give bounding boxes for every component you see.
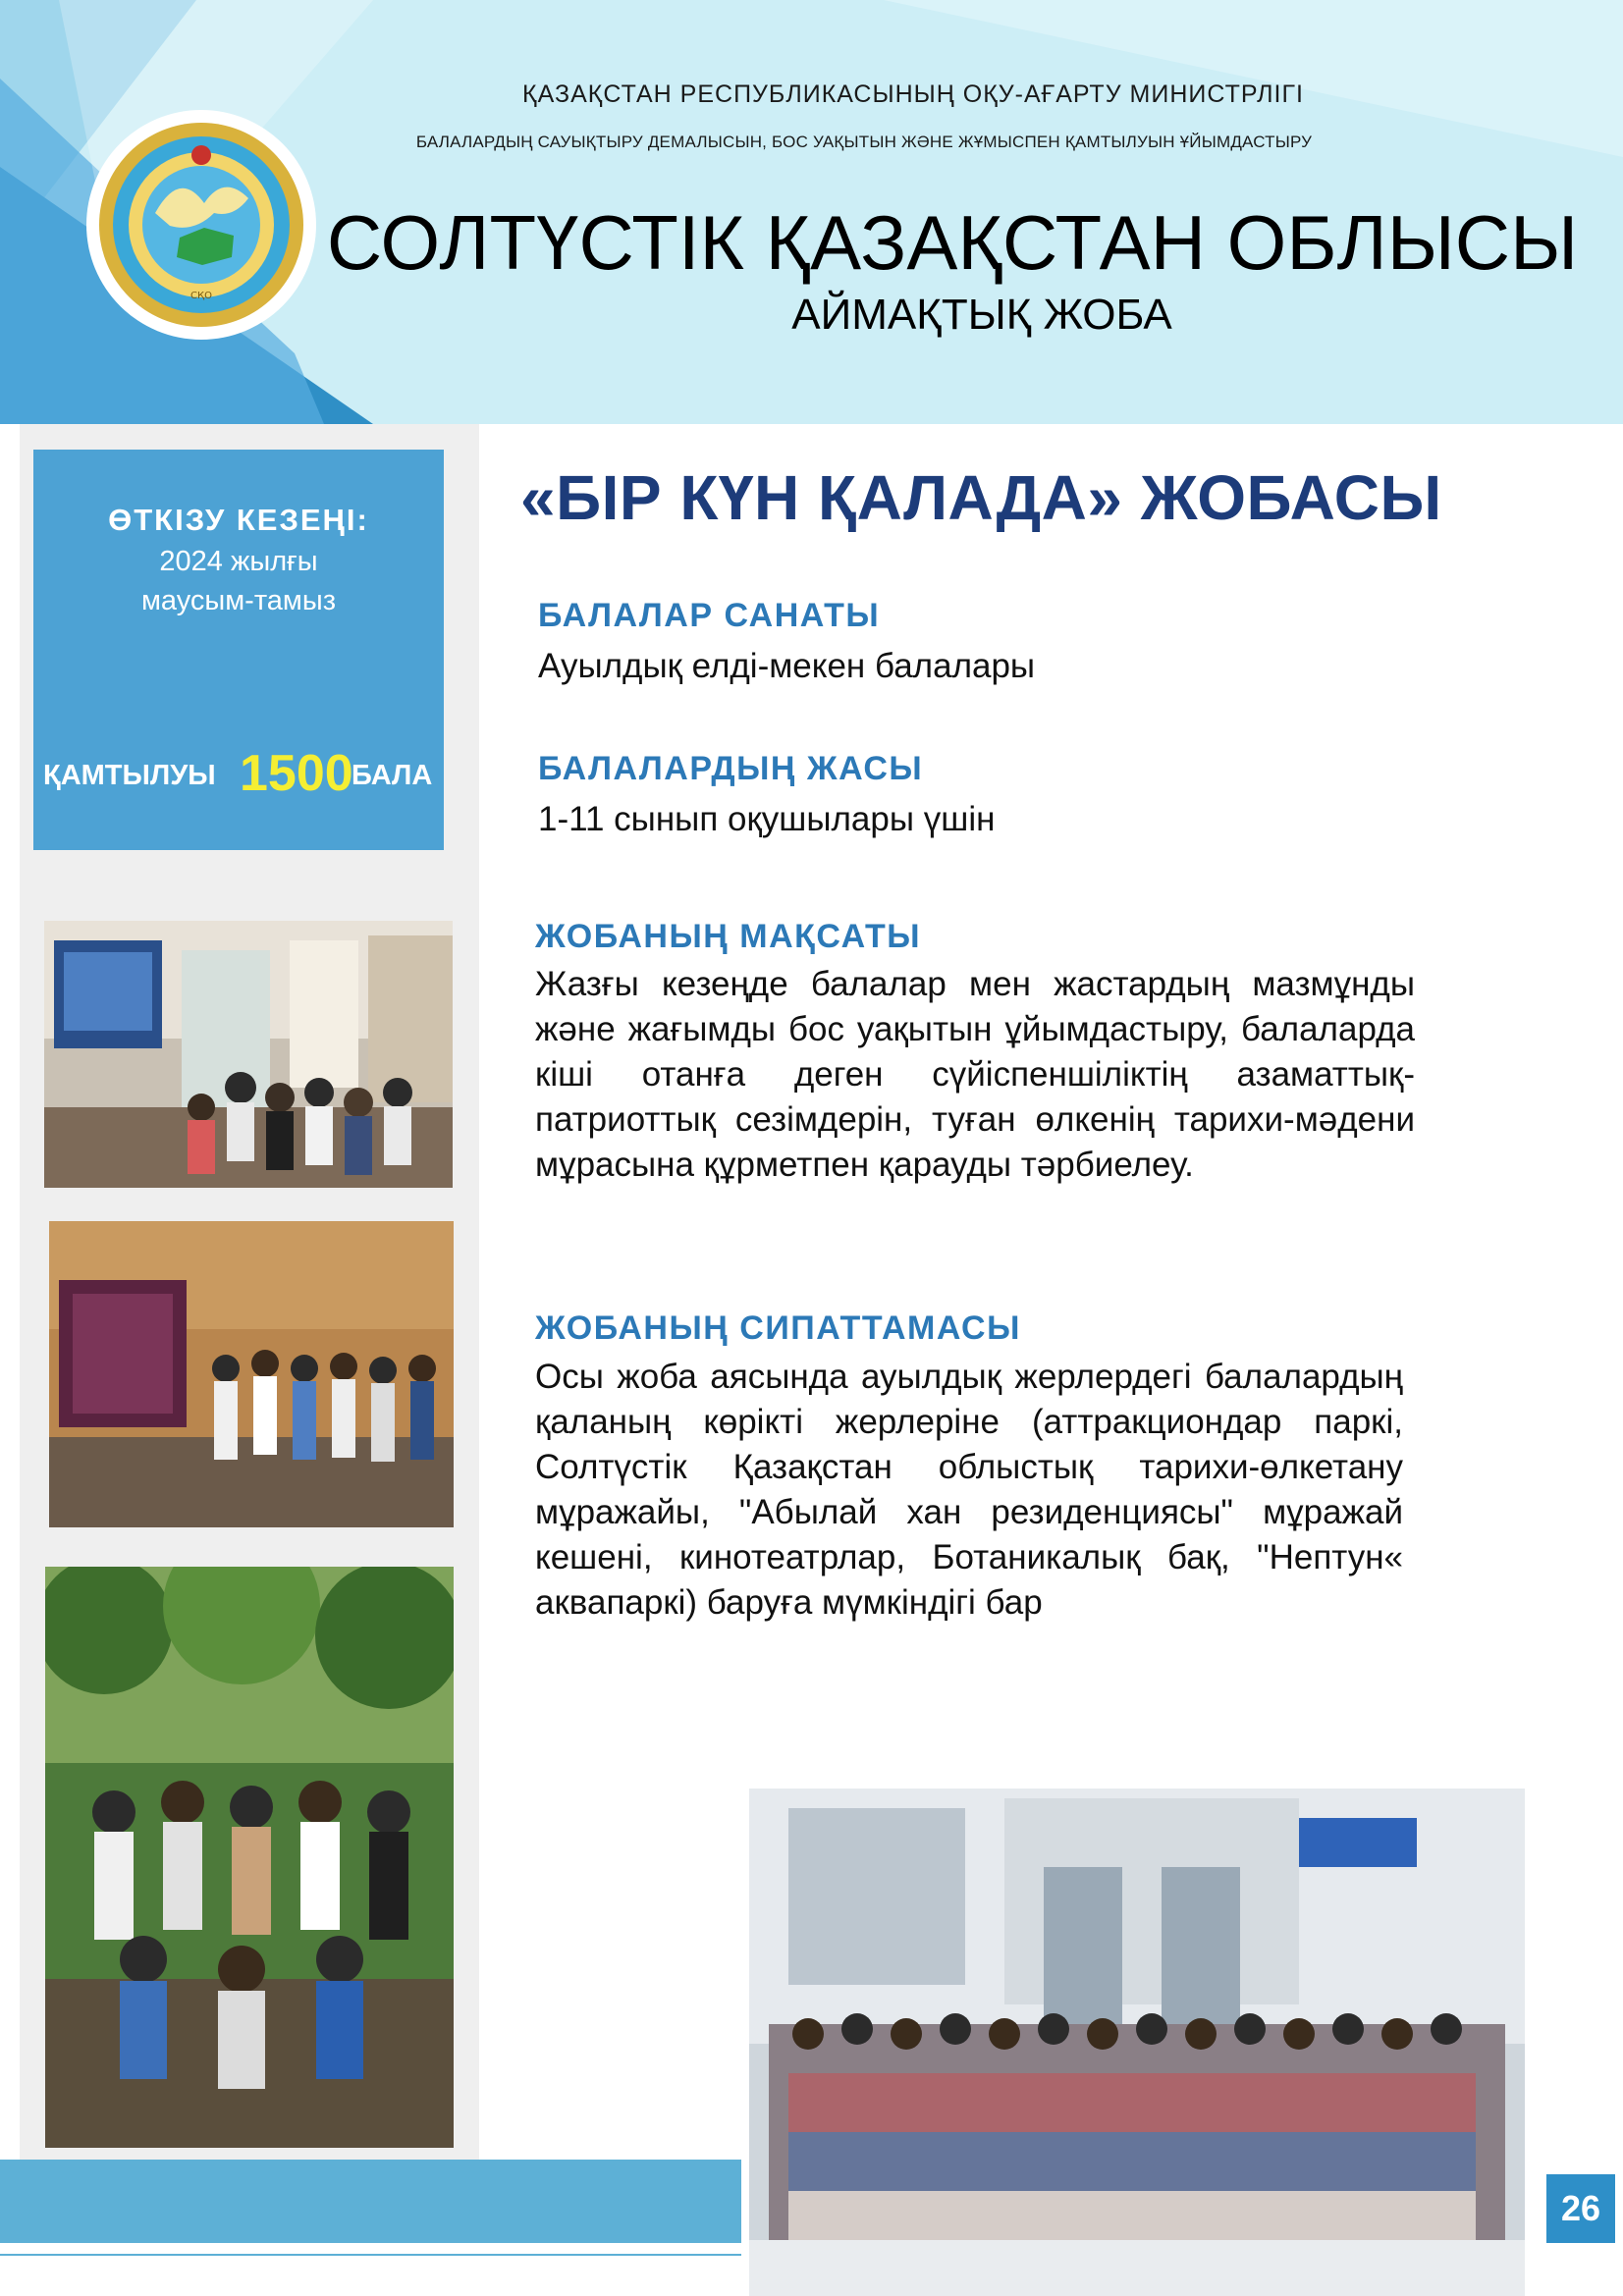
- region-title: СОЛТҮСТІК ҚАЗАҚСТАН ОБЛЫСЫ: [326, 199, 1579, 286]
- period-months: маусым-тамыз: [140, 585, 336, 616]
- section-text-category: Ауылдық елді-мекен балалары: [538, 647, 1036, 685]
- coverage-label: ҚАМТЫЛУЫ: [43, 760, 216, 791]
- ministry-name: ҚАЗАҚСТАН РЕСПУБЛИКАСЫНЫҢ ОҚУ-АҒАРТУ МИНИСТРЛІГІ: [522, 80, 1304, 108]
- period-label: ӨТКІЗУ КЕЗЕҢІ:: [108, 503, 369, 537]
- svg-text:СҚО: СҚО: [190, 291, 212, 301]
- coverage-value: 1500: [240, 745, 353, 802]
- photo-yurt-interior: [49, 1221, 454, 1527]
- period-value: [33, 542, 444, 620]
- section-heading-category: БАЛАЛАР САНАТЫ: [538, 597, 881, 634]
- period-year: 2024 жылғы: [159, 546, 318, 577]
- department-name: БАЛАЛАРДЫҢ САУЫҚТЫРУ ДЕМАЛЫСЫН, БОС УАҚЫТЫН ЖӘНЕ ЖҰМЫСПЕН ҚАМТЫЛУЫН ҰЙЫМДАСТЫРУ: [415, 133, 1313, 151]
- section-heading-description: ЖОБАНЫҢ СИПАТТАМАСЫ: [535, 1309, 1021, 1347]
- section-text-description: Осы жоба аясында ауылдық жерлердегі балалардың қаланың көрікті жерлеріне (аттракциондар паркі, Солтүстік Қазақстан облыстық тарихи-өлкетану мұражайы, "Абылай хан резиденциясы" мұражай кешені, кинотеатрлар, Ботаникалық бақ, "Нептун« аквапаркі) баруға мүмкіндігі бар: [535, 1358, 1403, 1622]
- footer-bar: [0, 2160, 741, 2243]
- photo-group-building: [749, 1789, 1525, 2296]
- regional-emblem: [86, 110, 316, 340]
- section-heading-age: БАЛАЛАРДЫҢ ЖАСЫ: [538, 750, 924, 787]
- section-text-age: 1-11 сынып оқушылары үшін: [538, 800, 996, 838]
- section-heading-goal: ЖОБАНЫҢ МАҚСАТЫ: [535, 918, 922, 955]
- region-subtitle: АЙМАҚТЫҚ ЖОБА: [791, 291, 1172, 339]
- photo-group-park: [45, 1567, 454, 2148]
- section-text-goal: Жазғы кезеңде балалар мен жастардың мазмұнды және жағымды бос уақытын ұйымдастыру, балаларда кіші отанға деген сүйіспеншіліктің азаматтық-патриоттық сезімдерін, туған өлкенің тарихи-мәдени мұрасына құрметпен қарауды тәрбиелеу.: [535, 965, 1415, 1184]
- coverage-unit: БАЛА: [352, 760, 433, 791]
- page-number: 26: [1546, 2174, 1615, 2243]
- photo-museum-hall: [44, 921, 453, 1188]
- footer-line: [0, 2254, 741, 2256]
- project-title: «БІР КҮН ҚАЛАДА» ЖОБАСЫ: [520, 462, 1442, 533]
